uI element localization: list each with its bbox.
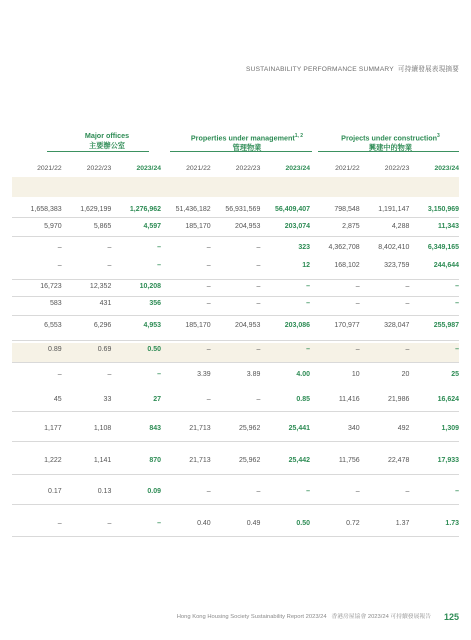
table-cell: 6,349,165 [427,244,460,251]
table-cell: 170,977 [334,322,360,329]
table-cell: 323,759 [384,262,410,269]
table-cell: 20 [401,371,410,378]
year-header: 2022/23 [384,165,410,172]
table-cell: 583 [49,300,62,307]
table-cell: 0.17 [48,488,62,495]
table-cell: – [355,300,360,307]
table-cell: 4,362,708 [328,244,360,251]
table-cell: 1,177 [44,425,62,432]
table-row [12,396,459,403]
table-cell: – [355,283,360,290]
table-row [12,223,459,230]
group-title-zh: 管理物業 [232,143,262,153]
table-cell: 4,288 [391,223,410,230]
table-cell: 17,933 [437,457,460,464]
table-cell: 21,713 [189,425,211,432]
table-cell: 0.13 [97,488,112,495]
table-cell: – [206,300,211,307]
table-cell: – [405,300,410,307]
table-cell: 492 [397,425,410,432]
table-cell: – [306,346,311,353]
table-cell: 51,436,182 [175,206,211,213]
year-header-row [12,161,459,177]
row-divider [12,296,459,297]
table-cell: 1,141 [93,457,112,464]
table-cell: 8,402,410 [378,244,410,251]
table-cell: – [256,244,261,251]
section-title-zh: 可持續發展表現摘要 [397,66,459,73]
table-cell: 356 [149,300,162,307]
table-cell: 1,276,962 [129,206,162,213]
table-cell: 2,875 [342,223,360,230]
table-cell: 21,713 [189,457,211,464]
table-cell: – [455,346,460,353]
table-cell: 3.39 [197,371,211,378]
table-cell: – [455,300,460,307]
row-divider [12,217,459,218]
table-cell: 0.69 [97,346,112,353]
table-cell: 0.50 [147,346,162,353]
table-cell: – [405,346,410,353]
section-band [12,177,459,197]
table-cell: 4.00 [296,371,311,378]
row-divider [12,441,459,442]
table-cell: 25,962 [238,457,261,464]
group-footnote: 1, 2 [294,133,304,139]
table-cell: 11,416 [338,396,360,403]
table-cell: – [107,371,112,378]
table-cell: 185,170 [185,223,211,230]
table-cell: 12,352 [89,283,112,290]
table-cell: 0.72 [346,520,360,527]
group-divider-properties [170,151,312,152]
table-cell: 45 [53,396,62,403]
table-cell: – [306,300,311,307]
table-cell: 0.89 [48,346,62,353]
table-cell: 6,296 [93,322,112,329]
table-cell: 25,962 [238,425,261,432]
table-cell: 56,409,407 [274,206,311,213]
table-cell: 12 [302,262,311,269]
table-row [12,283,459,290]
table-cell: – [206,283,211,290]
table-cell: – [107,520,112,527]
table-row [12,457,459,464]
table-cell: 870 [149,457,162,464]
table-cell: 0.40 [197,520,211,527]
table-cell: 10,208 [139,283,162,290]
table-cell: – [157,262,162,269]
group-title-zh: 興建中的物業 [368,143,413,153]
table-cell: 168,102 [334,262,360,269]
table-cell: 33 [103,396,112,403]
table-cell: – [306,283,311,290]
table-cell: – [57,262,62,269]
footer-text [177,611,431,620]
table-cell: 203,074 [284,223,311,230]
table-cell: – [107,244,112,251]
table-cell: 1,309 [441,425,460,432]
table-row [12,262,459,269]
table-cell: 0.50 [296,520,311,527]
row-divider [12,340,459,341]
table-cell: 204,953 [235,223,261,230]
group-title-en: Major offices [84,131,130,140]
group-divider-offices [47,151,149,152]
group-title-en: Properties under management [190,133,295,143]
table-cell: 1,108 [93,425,112,432]
table-cell: 185,170 [185,322,211,329]
year-header: 2023/24 [434,165,460,172]
table-cell: 255,987 [433,322,460,329]
table-cell: 0.09 [147,488,162,495]
table-cell: – [256,396,261,403]
table-cell: – [256,346,261,353]
table-cell: 25,442 [288,457,311,464]
table-cell: – [405,283,410,290]
table-cell: 1,658,383 [30,206,62,213]
table-cell: – [306,488,311,495]
table-cell: 843 [149,425,162,432]
table-row [12,206,459,213]
group-title-zh: 主要辦公室 [89,141,125,150]
table-cell: 56,931,569 [225,206,261,213]
year-header: 2021/22 [37,165,62,172]
table-row [12,488,459,495]
group-major-offices [57,131,157,151]
table-cell: – [206,488,211,495]
table-cell: – [57,520,62,527]
table-cell: – [206,396,211,403]
footer-zh: 香港房屋協會 2023/24 可持續發展報告 [331,614,431,620]
table-row [12,322,459,329]
table-cell: 6,553 [44,322,62,329]
year-header: 2023/24 [136,165,162,172]
table-cell: 3,150,969 [427,206,460,213]
table-cell: 3.89 [246,371,261,378]
section-title-en: SUSTAINABILITY PERFORMANCE SUMMARY [246,66,394,73]
table-cell: 204,953 [235,322,261,329]
table-cell: 1.37 [395,520,410,527]
table-cell: 5,865 [93,223,112,230]
table-cell: – [206,346,211,353]
table-cell: – [455,488,460,495]
table-cell: 0.49 [246,520,261,527]
table-cell: – [206,244,211,251]
row-divider [12,474,459,475]
footer-en: Hong Kong Housing Society Sustainability Report 2023/24 [176,614,327,620]
year-header: 2022/23 [86,165,112,172]
table-cell: 16,624 [437,396,460,403]
table-cell: 328,047 [384,322,410,329]
table-cell: – [355,346,360,353]
year-header: 2023/24 [285,165,311,172]
table-cell: 1,191,147 [378,206,410,213]
table-cell: – [206,262,211,269]
table-cell: – [256,488,261,495]
table-cell: 340 [348,425,360,432]
page-number: 125 [443,612,459,622]
table-cell: – [455,283,460,290]
table-cell: – [107,262,112,269]
table-cell: 1,629,199 [80,206,112,213]
table-cell: 27 [153,396,162,403]
table-cell: 5,970 [44,223,62,230]
table-cell: – [355,488,360,495]
table-cell: 203,086 [284,322,311,329]
table-cell: 798,548 [334,206,360,213]
section-header [246,63,459,73]
row-divider [12,236,459,237]
table-cell: – [256,300,261,307]
table-cell: 1.73 [445,520,460,527]
table-row [12,346,459,353]
table-cell: 323 [298,244,311,251]
row-divider [12,411,459,412]
year-header: 2021/22 [335,165,360,172]
table-cell: 0.85 [296,396,311,403]
table-cell: – [256,262,261,269]
year-header: 2021/22 [186,165,211,172]
table-cell: 10 [351,371,360,378]
table-cell: 11,343 [438,223,460,230]
group-divider-projects [318,151,459,152]
year-header: 2022/23 [235,165,261,172]
table-cell: – [405,488,410,495]
column-groups [12,131,459,161]
table-row [12,520,459,527]
row-divider [12,362,459,363]
table-cell: 11,756 [338,457,360,464]
table-cell: 4,953 [143,322,162,329]
group-title-en: Projects under construction [341,133,438,143]
table-row [12,244,459,251]
row-divider [12,279,459,280]
table-cell: 4,597 [143,223,162,230]
table-cell: 431 [99,300,112,307]
table-cell: – [157,371,162,378]
table-row [12,300,459,307]
table-cell: – [256,283,261,290]
row-divider [12,315,459,316]
table-cell: 21,986 [387,396,410,403]
table-cell: 16,723 [40,283,62,290]
table-row [12,371,459,378]
row-divider [12,504,459,505]
table-cell: – [157,520,162,527]
group-footnote: 3 [437,133,440,139]
table-cell: – [157,244,162,251]
row-divider [12,536,459,537]
table-cell: – [57,244,62,251]
table-row [12,425,459,432]
table-cell: 25 [451,371,460,378]
table-cell: 25,441 [288,425,311,432]
table-cell: 22,478 [387,457,410,464]
table-cell: 1,222 [44,457,62,464]
table-cell: 244,644 [433,262,460,269]
table-cell: – [57,371,62,378]
